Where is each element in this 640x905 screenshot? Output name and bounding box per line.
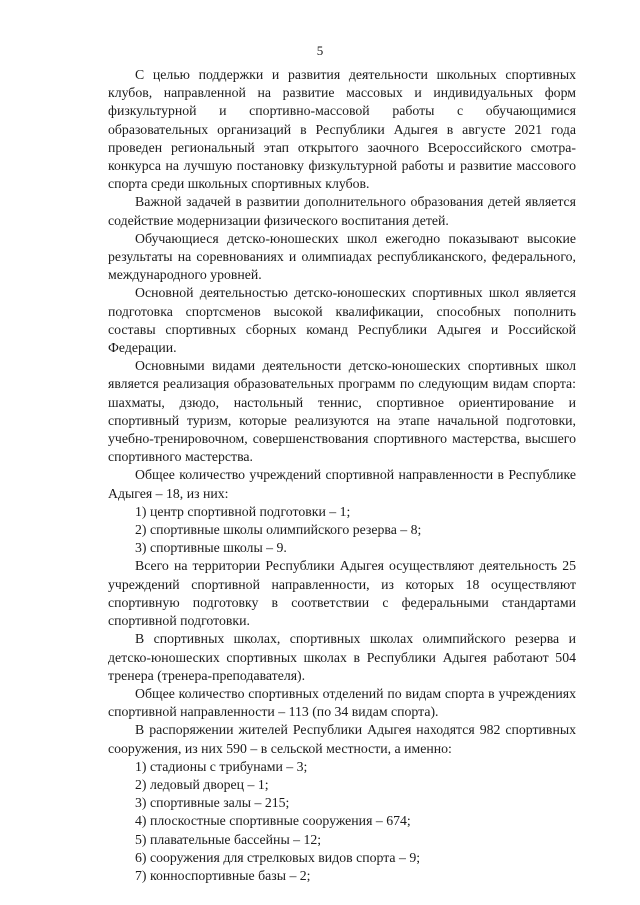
paragraph-sport-facilities: В распоряжении жителей Республики Адыгея находятся 982 спортивных сооружения, из них 590 – в сельской местности, а именно: bbox=[108, 722, 576, 756]
paragraph-activity-types: Основными видами деятельности детско-юношеских спортивных школ является реализация образовательных программ по следующим видам спорта: шахматы, дзюдо, настольный теннис, спортивное ориентирование и спортивный туризм, которые реализуются на этапе начальной подготовки, учебно-тренировочном, совершенствования спортивного мастерства, высшего спортивного мастерства. bbox=[108, 358, 576, 465]
list-item: 3) спортивные залы – 215; bbox=[135, 795, 290, 811]
paragraph-school-clubs: С целью поддержки и развития деятельности школьных спортивных клубов, направленной на развитие массовых и индивидуальных форм физкультурной и спортивно-массовой работы с обучающимися образовательных организаций в Республики Адыгея в августе 2021 года проведен региональный этап открытого заочного Всероссийского смотра-конкурса на лучшую постановку физкультурной работы и развитие массового спорта среди школьных спортивных клубов. bbox=[108, 67, 576, 192]
document-body bbox=[108, 66, 576, 885]
list-item: 3) спортивные школы – 9. bbox=[135, 540, 287, 556]
list-item: 1) стадионы с трибунами – 3; bbox=[135, 758, 308, 774]
paragraph-territory-institutions: Всего на территории Республики Адыгея осуществляют деятельность 25 учреждений спортивной направленности, из которых 18 осуществляют спортивную подготовку в соответствии с федеральными стандартами спортивной подготовки. bbox=[108, 558, 576, 629]
paragraph-coaches: В спортивных школах, спортивных школах олимпийского резерва и детско-юношеских спортивных школах в Республики Адыгея работают 504 тренера (тренера-преподавателя). bbox=[108, 631, 576, 683]
list-item: 2) ледовый дворец – 1; bbox=[135, 776, 269, 792]
paragraph-sport-departments: Общее количество спортивных отделений по видам спорта в учреждениях спортивной направленности – 113 (по 34 видам спорта). bbox=[108, 685, 576, 720]
list-item: 4) плоскостные спортивные сооружения – 674; bbox=[135, 813, 411, 829]
list-item: 5) плавательные бассейны – 12; bbox=[135, 831, 322, 847]
page-number: 5 bbox=[316, 43, 324, 58]
list-item: 2) спортивные школы олимпийского резерва – 8; bbox=[135, 522, 422, 538]
list-item: 7) конноспортивные базы – 2; bbox=[135, 867, 311, 883]
list-item: 1) центр спортивной подготовки – 1; bbox=[135, 503, 351, 519]
paragraph-institutions-count: Общее количество учреждений спортивной направленности в Республике Адыгея – 18, из них: bbox=[108, 467, 576, 501]
paragraph-students-results: Обучающиеся детско-юношеских школ ежегодно показывают высокие результаты на соревнованиях и олимпиадах республиканского, федерального, международного уровней. bbox=[108, 230, 576, 283]
paragraph-main-activity: Основной деятельностью детско-юношеских спортивных школ является подготовка спортсменов высокой квалификации, способных пополнить составы спортивных сборных команд Республики Адыгея и Российской Федерации. bbox=[108, 285, 576, 356]
list-item: 6) сооружения для стрелковых видов спорта – 9; bbox=[135, 849, 421, 865]
paragraph-main-task: Важной задачей в развитии дополнительного образования детей является содействие модернизации физического воспитания детей. bbox=[108, 194, 576, 228]
